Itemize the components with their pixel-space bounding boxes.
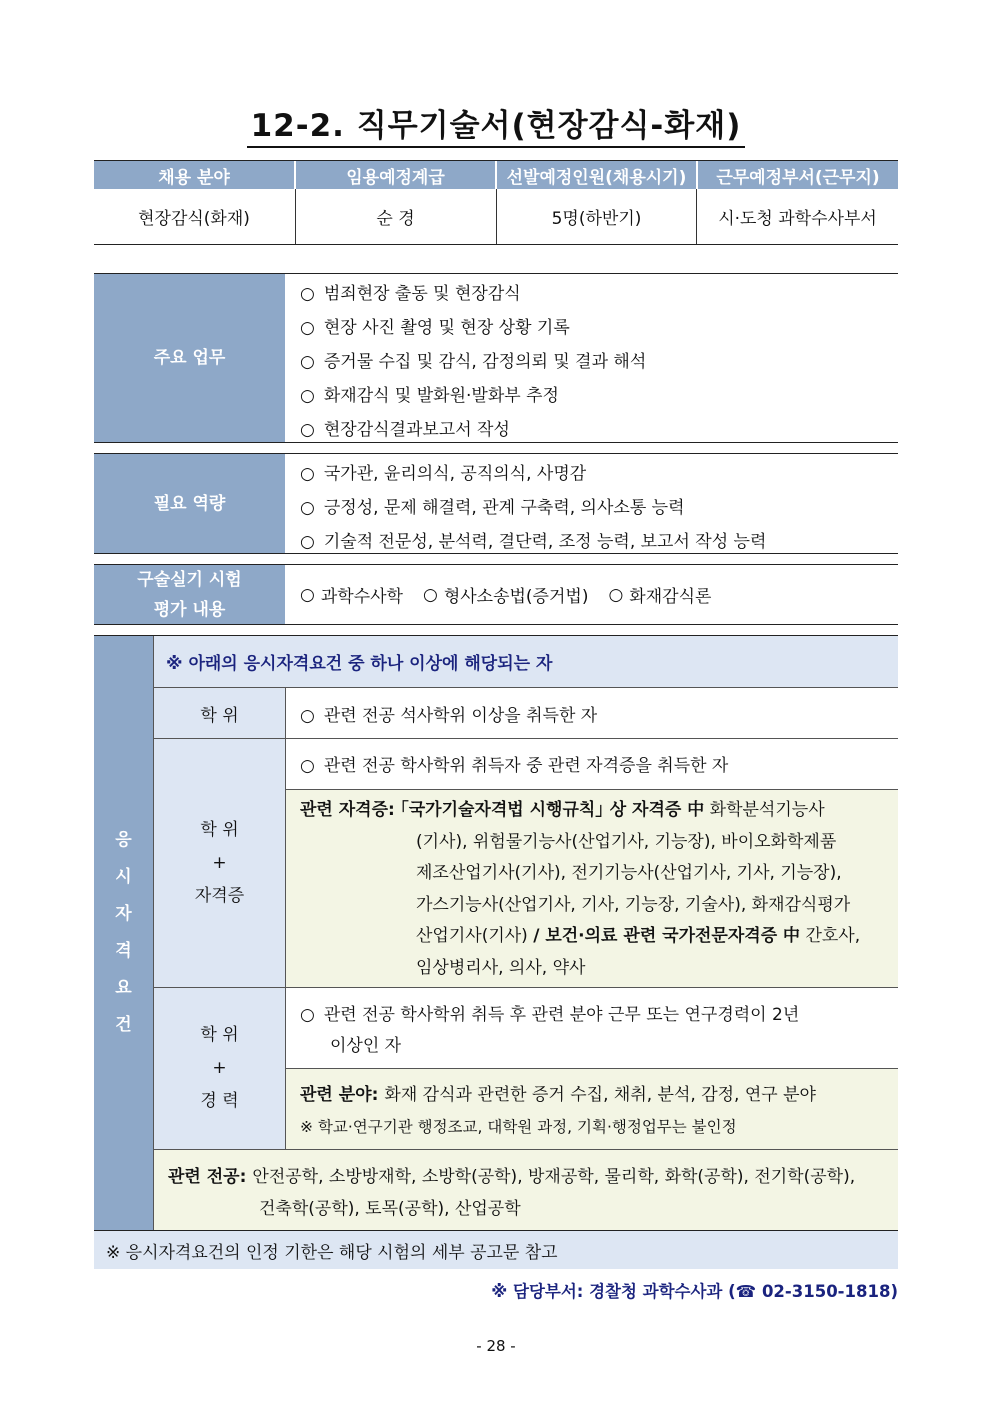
header-col-3: 선발예정인원(채용시기): [497, 161, 696, 189]
competency-item: ○ 국가관, 윤리의식, 공직의식, 사명감: [300, 459, 586, 484]
header-value-4: 시·도청 과학수사부서: [718, 209, 877, 229]
degree-career-label: 학 위 + 경 력: [154, 988, 285, 1149]
page-number: - 28 -: [476, 1337, 516, 1355]
degree-cert-text: ○ 관련 전공 학사학위 취득자 중 관련 자격증을 취득한 자: [300, 751, 728, 776]
header-col-4: 근무예정부서(근무지): [698, 161, 898, 189]
header-value-3: 5명(하반기): [551, 209, 642, 229]
degree-label: 학 위: [154, 688, 285, 738]
degree-cert-label: 학 위 + 자격증: [154, 739, 285, 987]
career-field: 관련 분야: 화재 감식과 관련한 증거 수집, 채취, 분석, 감정, 연구 분야: [300, 1084, 816, 1105]
exam-label: 구술실기 시험 평가 내용: [94, 565, 285, 624]
contact-info: ※ 담당부서: 경찰청 과학수사과 (☎ 02-3150-1818): [491, 1282, 898, 1301]
career-note: ※ 학교·연구기관 행정조교, 대학원 과정, 기획·행정업무는 불인정: [300, 1118, 737, 1136]
duty-item: ○ 화재감식 및 발화원·발화부 추정: [300, 381, 559, 406]
footer-note: ※ 응시자격요건의 인정 기한은 해당 시험의 세부 공고문 참고: [106, 1242, 558, 1263]
duty-item: ○ 증거물 수집 및 감식, 감정의뢰 및 결과 해석: [300, 347, 646, 372]
qualification-intro: ※ 아래의 응시자격요건 중 하나 이상에 해당되는 자: [166, 654, 553, 674]
degree-career-text: ○ 관련 전공 학사학위 취득 후 관련 분야 근무 또는 연구경력이 2년: [300, 1000, 799, 1025]
page-title: 12-2. 직무기술서(현장감식-화재): [0, 100, 992, 145]
competency-item: ○ 긍정성, 문제 해결력, 관계 구축력, 의사소통 능력: [300, 493, 685, 518]
header-value-2: 순 경: [376, 209, 415, 229]
qualification-side-label: 응 시 자 격 요 건: [94, 636, 153, 1230]
exam-items: ○ 과학수사학 ○ 형사소송법(증거법) ○ 화재감식론: [300, 584, 712, 607]
cert-list: 관련 자격증: ｢국가기술자격법 시행규칙｣ 상 자격증 中 화학분석기능사 (기사), 위험물기능사(산업기사, 기능장), 바이오화학제품 제조산업기사(기사), 전기기능사(산업기사, 기사, 기능장), 가스기능사(산업기사, 기사, 기능장, 기술사), 화재감식평가 산업기사(기사) / 보건·의료 관련 국가전문자격증 中 간호사, 임상병리사, 의사, 약사: [300, 800, 861, 978]
duties-label: 주요 업무: [94, 274, 285, 442]
majors-line-1: 관련 전공: 안전공학, 소방방재학, 소방학(공학), 방재공학, 물리학, 화학(공학), 전기학(공학),: [168, 1166, 856, 1187]
header-value-1: 현장감식(화재): [138, 209, 250, 229]
duty-item: ○ 범죄현장 출동 및 현장감식: [300, 279, 521, 304]
competencies-label: 필요 역량: [94, 454, 285, 553]
duty-item: ○ 현장 사진 촬영 및 현장 상황 기록: [300, 313, 570, 338]
header-col-1: 채용 분야: [94, 161, 294, 189]
degree-career-text-2: 이상인 자: [330, 1035, 402, 1056]
duty-item: ○ 현장감식결과보고서 작성: [300, 415, 510, 440]
majors-line-2: 건축학(공학), 토목(공학), 산업공학: [259, 1198, 521, 1219]
competency-item: ○ 기술적 전문성, 분석력, 결단력, 조정 능력, 보고서 작성 능력: [300, 527, 766, 552]
header-col-2: 임용예정계급: [296, 161, 495, 189]
degree-text: ○ 관련 전공 석사학위 이상을 취득한 자: [300, 701, 597, 726]
